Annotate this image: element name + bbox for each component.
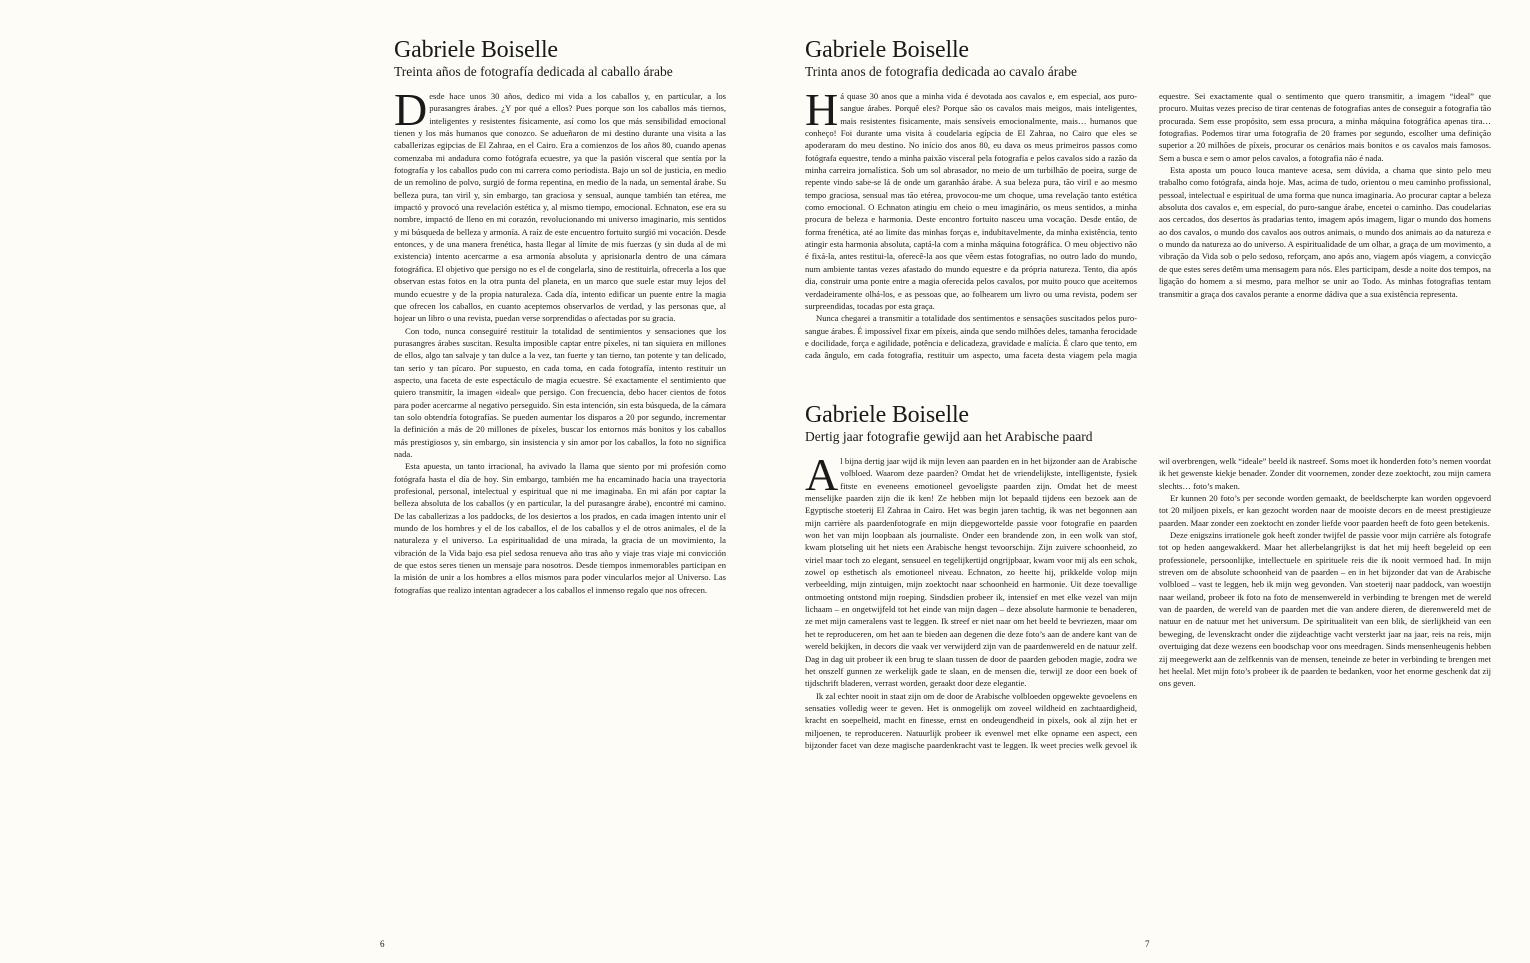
paragraph: Há quase 30 anos que a minha vida é devotada aos cavalos e, em especial, aos puro-sangue árabes. Porquê eles? Porque são os cavalos mais meigos, mais inteligentes, mais resistentes fisicamente, mais sensíveis emocionalmente, mais… humanos que conheço! Foi durante uma visita à coudelaria egípcia de El Zahraa, no Cairo que eles se apoderaram do meu destino. No início dos anos 80, eu dava os meus primeiros passos como fotógrafa equestre, tendo a minha paixão visceral pela fotografia e pelos cavalos sido a razão da minha carreira jornalística. Sob um sol abrasador, no meio de um turbilhão de poeira, surge de repente vindo sabe-se lá de onde um garanhão árabe. A sua beleza pura, tão viril e ao mesmo tempo graciosa, sensual mas tão etérea, provocou-me um choque, uma revelação tanto estética como emocional. O Echnaton atingiu em cheio o meu imaginário, os meus sentidos, a minha procura de beleza e harmonia. Deste encontro fortuito nasceu uma vocação. Desde então, de forma frenética, até ao limite das minhas forças e, indubitavelmente, da minha existência, tento atingir esta harmonia absoluta, captá-la com a minha máquina fotográfica. O meu objectivo não é fixá-la, antes restitui-la, oferecê-la aos que vêem estas fotografias, no outro lado do mundo, num ambiente tantas vezes afastado do mundo equestre e da própria natureza. Tento, dia após dia, construir uma ponte entre a magia oferecida pelos cavalos, por muito pouco que aceitemos verdadeiramente olhá-los, e as pessoas que, ao folhearem um livro ou uma revista, podem ser surpreendidas, tocadas por esta graça. bbox=[805, 84, 1137, 311]
article-subtitle: Treinta años de fotografía dedicada al caballo árabe bbox=[394, 64, 673, 79]
article-body bbox=[805, 449, 1491, 757]
drop-cap: H bbox=[805, 84, 839, 135]
paragraph: Esta apuesta, un tanto irracional, ha avivado la llama que siento por mi profesión como fotógrafa hasta el día de hoy. Sin embargo, también me ha encaminado hacia una trayectoria profesional, personal, intelectual y espiritual que ni me imaginaba. En mi afán por captar la belleza absoluta de los caballos (y en particular, la del purasangre árabe), encontré mi camino. De las caballerizas a los paddocks, de los desiertos a los prados, en cada imagen intento unir el mundo de los hombres y el de los caballos, el de los caballos y el de otros animales, el de la naturaleza y el universo. La espiritualidad de una mirada, la gracia de un movimiento, la vibración de la Vida bajo esa piel sedosa renueva año tras año y viaje tras viaje mi convicción de que estos seres tienen un mensaje para nosotros. Desde tiempos inmemorables participan en la misión de unir a los hombres a ellos mismos para poder vincularlos mejor al Universo. Las fotografías que realizo intentan agradecer a los caballos el inmenso regalo que nos ofrecen. bbox=[394, 461, 726, 595]
paragraph: Nunca chegarei a transmitir a totalidade dos sentimentos e sensações suscitados pelos puro-sangue árabes. É impossível fixar em píxeis, ainda que sendo milhões deles, tamanha ferocidade e docilidade, força e agilidade, potência e delicadeza, gravidade e malícia. É claro que tento, em cada ângulo, em cada fotografia, restituir um aspecto, uma faceta desta viagem pela magia equestre. Sei exactamente qual o sentimento que quero transmitir, a imagem “ideal” que procuro. Muitas vezes preciso de tirar centenas de fotografias antes de conseguir a fotografia tão procurada. Sem esse propósito, sem essa procura, a minha máquina fotográfica apenas tira… fotografias. Podemos tirar uma fotografia de 20 frames por segundo, escolher uma definição superior a 20 milhões de píxeis, procurar os cenários mais bonitos e os cavalos mais famosos. Sem a busca e sem o amor pelos cavalos, a fotografia não é nada. bbox=[805, 91, 1491, 361]
paragraph: Ik zal echter nooit in staat zijn om de door de Arabische volbloeden opgewekte gevoelens en sensaties volledig weer te geven. Het is onmogelijk om zoveel wildheid en zachtaardigheid, kracht en soepelheid, macht en finesse, ernst en ondeugendheid in pixels, ook al zijn het er miljoenen, te reproduceren. Natuurlijk probeer ik evenwel met elke opname een aspect, een bijzonder facet van deze magische paardenkracht vast te leggen. Ik weet precies welk gevoel ik wil overbrengen, welk “ideale” beeld ik nastreef. Soms moet ik honderden foto’s nemen voordat ik het gewenste kiekje benader. Zonder dit voornemen, zonder deze zoektocht, zou mijn camera slechts… foto’s maken. bbox=[805, 456, 1491, 750]
article-title: Gabriele Boiselle bbox=[805, 37, 969, 63]
paragraph: Esta aposta um pouco louca manteve acesa, sem dúvida, a chama que sinto pelo meu trabalho como fotógrafa, ainda hoje. Mas, acima de tudo, orientou o meu caminho profissional, pessoal, intelectual e espiritual de uma forma que nunca imaginaria. Ao procurar captar a beleza absoluta dos cavalos e, em especial, do puro-sangue árabe, encetei o caminho. Das coudelarias aos cercados, dos desertos às pradarias tento, imagem após imagem, ligar o mundo dos homens ao dos cavalos, o mundo dos cavalos aos outros animais, o mundo dos animais ao da natureza e o mundo da natureza ao do universo. A espiritualidade de um olhar, a graça de um movimento, a vibração da Vida sob o pelo sedoso, reforçam, ano após ano, viagem após viagem, a convicção de que estes seres detêm uma mensagem para nós. Eles participam, desde a noite dos tempos, na ligação do homem a si mesmo, para melhor se unir ao Todo. As minhas fotografias tentam transmitir a graça dos cavalos perante a enorme dádiva que a sua existência representa. bbox=[1159, 165, 1491, 299]
article-subtitle: Trinta anos de fotografia dedicada ao cavalo árabe bbox=[805, 64, 1078, 79]
paragraph: Desde hace unos 30 años, dedico mi vida a los caballos y, en particular, a los purasangres árabes. ¿Y por qué a ellos? Pues porque son los caballos más tiernos, inteligentes y resistentes físicamente, así como los que más sensibilidad emocional tienen y los más humanos que conozco. Se adueñaron de mi destino durante una visita a las caballerizas egipcias de El Zahraa, en el Cairo. Era a comienzos de los años 80, cuando apenas comenzaba mi andadura como fotógrafa ecuestre, ya que la pasión visceral que sentía por la fotografía y los caballos pudo con mi carrera como periodista. Bajo un sol de justicia, en medio de un remolino de polvo, surgió de forma repentina, en medio de la nada, un semental árabe. Su belleza pura, tan viril y, sin embargo, tan graciosa y sensual, aunque también tan etérea, me impactó y provocó una revelación estética y, al mismo tiempo, emocional. Echnaton, ese era su nombre, impactó de lleno en mi corazón, revolucionando mi universo imaginario, mis sentidos y mi búsqueda de belleza y armonía. A raíz de este encuentro fortuito surgió mi vocación. Desde entonces, y de una manera frenética, hasta llegar al límite de mis fuerzas (y sin duda al de mi existencia) intento acercarme a esa armonía absoluta y aprisionarla dentro de una cámara fotográfica. El objetivo que persigo no es el de congelarla, sino de restituirla, ofrecerla a los que observan estas fotos en la otra punta del planeta, en un marco que suele estar muy lejos del mundo ecuestre y de la propia naturaleza. Cada día, intento edificar un puente entre la magia que ofrecen los caballos, en cuanto aceptemos observarlos de verdad, y las personas que, al hojear un libro o una revista, puedan verse sorprendidas o afectadas por su gracia. bbox=[394, 84, 726, 324]
page-number-right: 7 bbox=[1145, 939, 1150, 949]
article-spanish bbox=[394, 37, 726, 596]
paragraph: Deze enigszins irrationele gok heeft zonder twijfel de passie voor mijn carrière als fotografe tot op heden aangewakkerd. Maar het allerbelangrijkst is dat het mij heeft begeleid op een professionele, persoonlijke, intellectuele en spirituele reis die ik nooit vermoed had. In mijn streven om de absolute schoonheid van de paarden – en in het bijzonder dat van de Arabische volbloed – vast te leggen, heb ik mijn weg gevonden. Van stoeterij naar paddock, van woestijn naar weiland, probeer ik foto na foto de mensenwereld in verbinding te brengen met de wereld van de paarden, de wereld van de paarden met die van andere dieren, de dierenwereld met de natuur en de natuur met het universum. De spiritualiteit van een blik, de sierlijkheid van een beweging, de levenskracht onder die zijdeachtige vacht versterkt jaar na jaar, reis na reis, mijn overtuiging dat deze wezens een boodschap voor ons meedragen. Sinds mensenheugenis hebben zij meegewerkt aan de zelfkennis van de mensen, teneinde ze beter in verbinding te brengen met het heelal. Met mijn foto’s probeer ik de paarden te bedanken, voor het enorme geschenk dat zij ons geven. bbox=[1159, 530, 1491, 689]
article-body bbox=[805, 84, 1491, 365]
drop-cap: D bbox=[394, 84, 428, 135]
article-title: Gabriele Boiselle bbox=[805, 402, 969, 428]
drop-cap: A bbox=[805, 449, 839, 500]
paragraph: Er kunnen 20 foto’s per seconde worden gemaakt, de beeldscherpte kan worden opgevoerd tot 20 miljoen pixels, er kan gezocht worden naar de mooiste decors en de meest prestigieuze paarden. Maar zonder een zoektocht en zonder liefde voor paarden heeft de foto geen betekenis. bbox=[1159, 493, 1491, 528]
paragraph: Con todo, nunca conseguiré restituir la totalidad de sentimientos y sensaciones que los purasangres árabes suscitan. Resulta imposible captar entre píxeles, ni tan siquiera en millones de ellos, algo tan salvaje y tan dulce a la vez, tan fuerte y tan tierno, tan potente y tan delicado, tan serio y tan pícaro. Por supuesto, en cada toma, en cada fotografía, intento restituir un aspecto, una faceta de este espectáculo de magia ecuestre. Sé exactamente el sentimiento que quiero transmitir, la imagen «ideal» que persigo. Con frecuencia, debo hacer cientos de fotos para poder acercarme al negativo perseguido. Sin esta intención, sin esta búsqueda, de la cámara tan solo obtendría fotografías. Se pueden aumentar los disparos a 20 por segundo, incrementar la definición a más de 20 millones de píxeles, buscar los entornos más bonitos y los caballos más prestigiosos y, sin embargo, sin insistencia y sin amor por los caballos, la foto no significa nada. bbox=[394, 325, 726, 459]
article-portuguese bbox=[805, 37, 1491, 365]
article-body bbox=[394, 84, 726, 596]
article-dutch bbox=[805, 402, 1491, 757]
page-number-left: 6 bbox=[380, 939, 385, 949]
paragraph: Al bijna dertig jaar wijd ik mijn leven aan paarden en in het bijzonder aan de Arabische volbloed. Waarom deze paarden? Omdat het de vriendelijkste, intelligentste, fysiek fitste en eveneens emotioneel gevoeligste paarden zijn. Omdat het de meest menselijke paarden zijn die ik ken! Ze hebben mijn lot bepaald tijdens een bezoek aan de Egyptische stoeterij El Zahraa in Cairo. Het was begin jaren tachtig, ik was net begonnen aan mijn carrière als paardenfotografe en mijn diepgewortelde passie voor fotografie en paarden won het van mijn loopbaan als journaliste. Onder een brandende zon, in een wolk van stof, kwam plotseling uit het niets een Arabische hengst tevoorschijn. Zijn zuivere schoonheid, zo viriel maar toch zo elegant, sensueel en tegelijkertijd ongrijpbaar, kwam voor mij als een schok, zowel op esthetisch als emotioneel niveau. Echnaton, zo heette hij, prikkelde volop mijn verbeelding, mijn zintuigen, mijn zoektocht naar schoonheid en harmonie. Uit deze toevallige ontmoeting ontstond mijn roeping. Sindsdien probeer ik, intensief en met elke vezel van mijn lichaam – en ongetwijfeld tot het einde van mijn dagen – deze absolute harmonie te benaderen, ze met mijn cameralens vast te leggen. Ik streef er niet naar om het beeld te bevriezen, maar om het te reproduceren, om het aan te bieden aan degenen die deze foto’s aan de andere kant van de wereld bekijken, in decors die vaak ver verwijderd zijn van de paardenwereld en de natuur zelf. Dag in dag uit probeer ik een brug te slaan tussen de door de paarden geboden magie, zodra we het onszelf gunnen ze werkelijk gade te slaan, en de mensen die, terwijl ze door een boek of tijdschrift bladeren, verrast worden, geraakt door deze elegantie. bbox=[805, 449, 1137, 689]
article-subtitle: Dertig jaar fotografie gewijd aan het Arabische paard bbox=[805, 429, 1093, 444]
article-title: Gabriele Boiselle bbox=[394, 37, 558, 63]
